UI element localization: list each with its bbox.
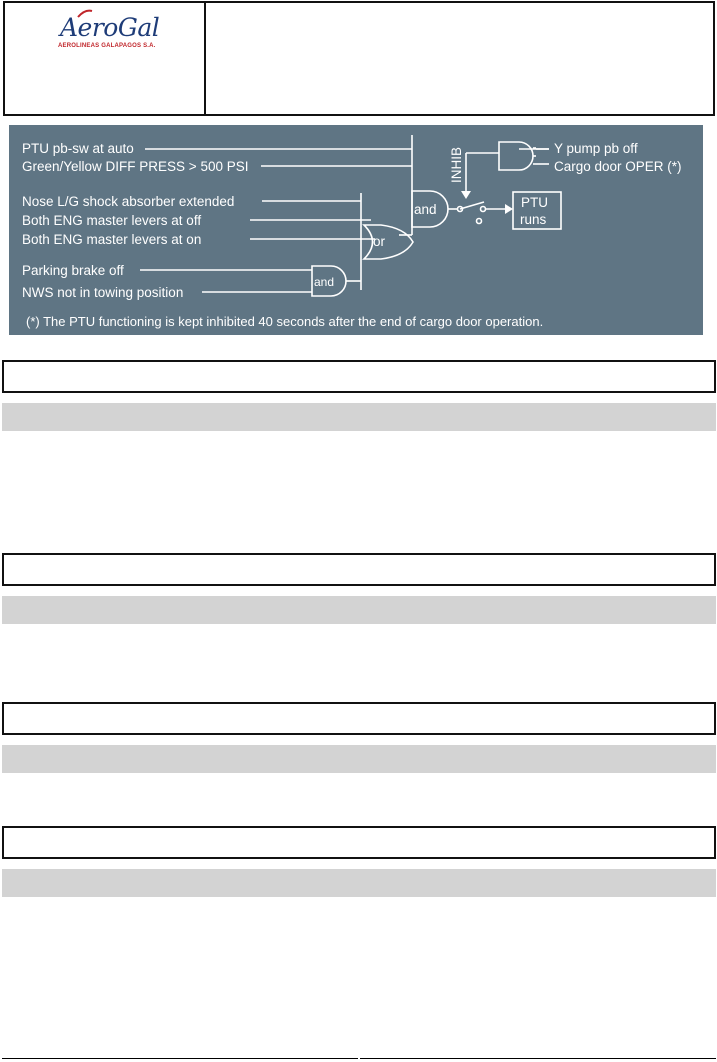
section-heading-4 (2, 826, 716, 859)
footer-rule-left (2, 1058, 358, 1059)
footer-rule-right (360, 1058, 716, 1059)
gate-and-low: and (314, 275, 335, 289)
section-heading-1 (2, 360, 716, 393)
output-ptu: PTU (521, 195, 548, 210)
section-bar-2 (2, 596, 716, 624)
input-eng-on: Both ENG master levers at on (22, 232, 202, 247)
logo-swoosh-icon (77, 9, 93, 19)
gate-or: or (373, 234, 386, 249)
output-runs: runs (520, 212, 547, 227)
section-bar-4 (2, 869, 716, 897)
header-title-cell (206, 3, 713, 114)
input-parking-brake: Parking brake off (22, 263, 124, 278)
aerogal-logo: AeroGal (60, 13, 160, 42)
inhib-label: INHIB (449, 146, 464, 183)
input-ptu-auto: PTU pb-sw at auto (22, 141, 134, 156)
logo-cell (5, 3, 206, 114)
input-y-pump: Y pump pb off (554, 141, 638, 156)
section-bar-3 (2, 745, 716, 773)
diagram-footnote: (*) The PTU functioning is kept inhibited 40 seconds after the end of cargo door operation. (26, 314, 544, 329)
input-nose-lg: Nose L/G shock absorber extended (22, 194, 235, 209)
logic-diagram-svg (9, 125, 703, 335)
input-diff-press: Green/Yellow DIFF PRESS > 500 PSI (22, 159, 249, 174)
ptu-logic-diagram (9, 125, 703, 335)
logo-subtitle: AEROLINEAS GALAPAGOS S.A. (58, 43, 156, 49)
section-bar-1 (2, 403, 716, 431)
input-cargo-door: Cargo door OPER (*) (554, 159, 682, 174)
document-header (3, 1, 715, 116)
gate-and-main: and (414, 202, 437, 217)
input-eng-off: Both ENG master levers at off (22, 213, 202, 228)
input-nws: NWS not in towing position (22, 285, 184, 300)
section-heading-3 (2, 702, 716, 735)
section-heading-2 (2, 553, 716, 586)
